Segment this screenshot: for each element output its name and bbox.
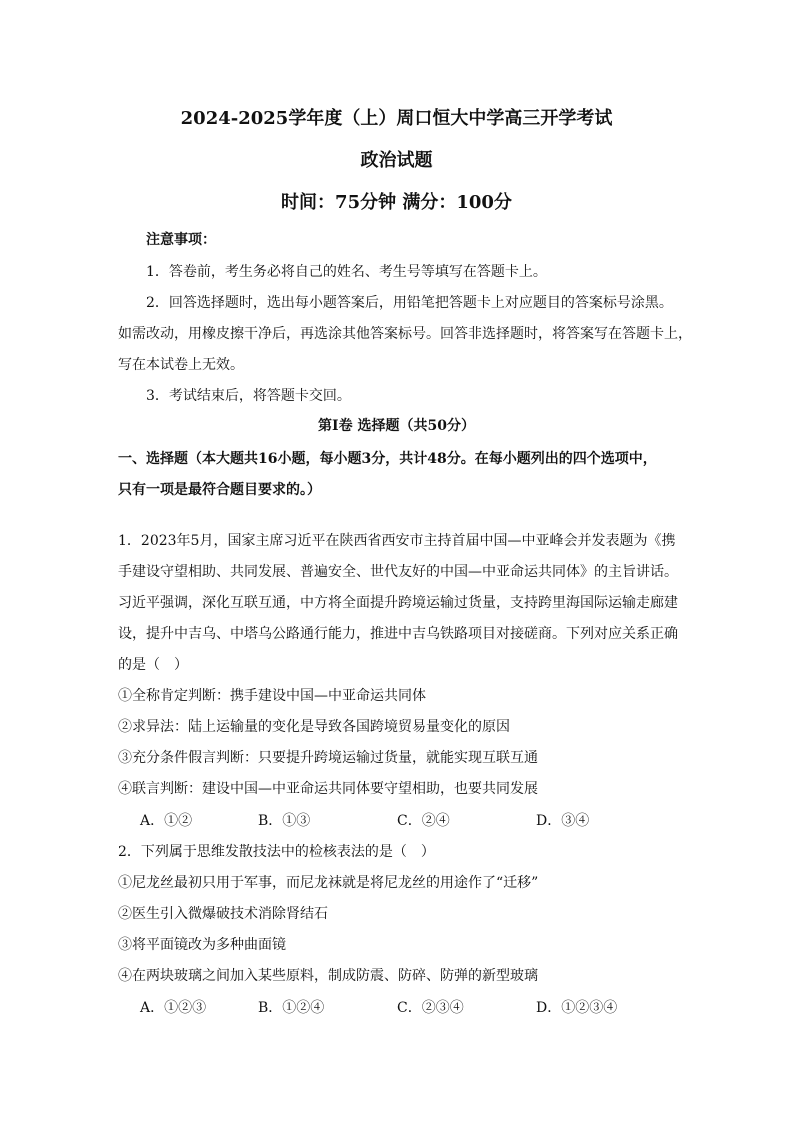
q2-option-a: A．①②③ xyxy=(140,1000,207,1016)
part-instructions: 一、选择题（本大题共16小题，每小题3分，共计48分。在每小题列出的四个选项中， xyxy=(118,451,657,467)
q2-statement-1: ①尼龙丝最初只用于军事，而尼龙袜就是将尼龙丝的用途作了“迁移” xyxy=(118,875,539,891)
q1-option-a: A．①② xyxy=(140,813,193,829)
part-instructions-cont: 只有一项是最符合题目要求的。） xyxy=(118,482,321,498)
q2-option-d: D．①②③④ xyxy=(536,1000,618,1016)
q2-statement-4: ④在两块玻璃之间加入某些原料，制成防震、防碎、防弹的新型玻璃 xyxy=(118,968,538,984)
q2-statement-3: ③将平面镜改为多种曲面镜 xyxy=(118,937,286,953)
q2-option-b: B．①②④ xyxy=(258,1000,325,1016)
notice-heading: 注意事项： xyxy=(146,232,216,248)
exam-title: 2024-2025学年度（上）周口恒大中学高三开学考试 xyxy=(180,108,613,129)
exam-time-info: 时间：75分钟 满分：100分 xyxy=(281,192,512,213)
q1-stem-4: 设，提升中吉乌、中塔乌公路通行能力，推进中吉乌铁路项目对接磋商。下列对应关系正确 xyxy=(118,626,678,642)
q2-option-c: C．②③④ xyxy=(397,1000,464,1016)
q1-statement-2: ②求异法：陆上运输量的变化是导致各国跨境贸易量变化的原因 xyxy=(118,719,510,735)
q1-option-c: C．②④ xyxy=(397,813,450,829)
notice-item-1: 1．答卷前，考生务必将自己的姓名、考生号等填写在答题卡上。 xyxy=(146,264,547,280)
q1-stem: 1．2023年5月，国家主席习近平在陕西省西安市主持首届中国—中亚峰会并发表题为《携 xyxy=(118,533,676,549)
section-title: 第Ⅰ卷 选择题（共50分） xyxy=(318,418,475,434)
q1-statement-4: ④联言判断：建设中国—中亚命运共同体要守望相助，也要共同发展 xyxy=(118,781,538,797)
q1-stem-2: 手建设守望相助、共同发展、普遍安全、世代友好的中国—中亚命运共同体》的主旨讲话。 xyxy=(118,564,678,580)
q1-option-b: B．①③ xyxy=(258,813,311,829)
q2-statement-2: ②医生引入微爆破技术消除肾结石 xyxy=(118,906,328,922)
notice-item-2-end: 写在本试卷上无效。 xyxy=(118,357,244,373)
q1-stem-5: 的是（ ） xyxy=(118,657,188,673)
q1-option-d: D．③④ xyxy=(536,813,590,829)
q2-stem: 2．下列属于思维发散技法中的检核表法的是（ ） xyxy=(118,844,435,860)
q1-stem-3: 习近平强调，深化互联互通，中方将全面提升跨境运输过货量，支持跨里海国际运输走廊建 xyxy=(118,595,678,611)
exam-subject: 政治试题 xyxy=(360,150,433,171)
notice-item-2-cont: 如需改动，用橡皮擦干净后，再选涂其他答案标号。回答非选择题时，将答案写在答题卡上， xyxy=(118,326,692,342)
q1-statement-3: ③充分条件假言判断：只要提升跨境运输过货量，就能实现互联互通 xyxy=(118,750,538,766)
notice-item-2: 2．回答选择题时，选出每小题答案后，用铅笔把答题卡上对应题目的答案标号涂黑。 xyxy=(146,295,673,311)
notice-item-3: 3．考试结束后，将答题卡交回。 xyxy=(146,388,351,404)
q1-statement-1: ①全称肯定判断：携手建设中国—中亚命运共同体 xyxy=(118,688,426,704)
